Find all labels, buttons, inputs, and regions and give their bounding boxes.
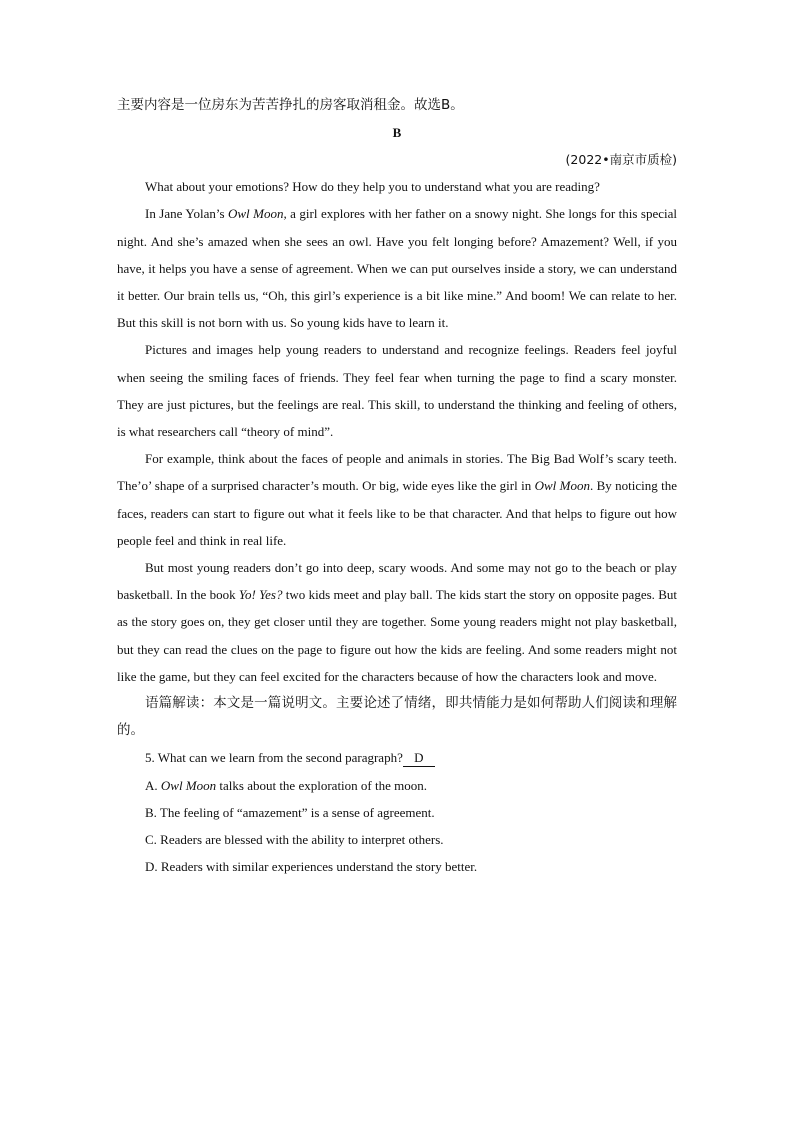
option-b: B. The feeling of “amazement” is a sense of agreement. xyxy=(145,804,435,820)
book-title-yo-yes: Yo! Yes? xyxy=(238,587,283,603)
previous-answer-text: 主要内容是一位房东为苦苦挣扎的房客取消租金。故选B。 xyxy=(117,97,464,113)
option-c: C. Readers are blessed with the ability to interpret others. xyxy=(145,832,444,848)
paragraph-2: In Jane Yolan’s Owl Moon, a girl explores with her father on a snowy night. She longs for this special night. And she’s amazed when she sees an owl. Have you felt longing before? Amazement? Well, if you have, it helps you have a sense of agreement. When we can put ourselves inside a story, we can understand it better. Our brain tells us, “Oh, this girl’s experience is a bit like mine.” And boom! We can relate to her. But this skill is not born with us. So young kids have to learn it. xyxy=(117,206,678,331)
book-title-owl-moon: Owl Moon xyxy=(534,478,590,494)
paragraph-1: What about your emotions? How do they help you to understand what you are reading? xyxy=(145,179,600,195)
source-label: (2022•南京市质检) xyxy=(565,152,677,168)
answer-blank: D xyxy=(403,750,435,767)
option-d: D. Readers with similar experiences understand the story better. xyxy=(145,859,478,875)
option-a: A. Owl Moon talks about the exploration of the moon. xyxy=(145,777,427,793)
question-stem: 5. What can we learn from the second paragraph? D xyxy=(117,744,677,771)
paragraph-5: But most young readers don’t go into deep, scary woods. And some may not go to the beach or play basketball. In the book Yo! Yes? two kids meet and play ball. The kids start the story on opposite pages. But as the story goes on, they get closer until they are together. Some young readers might not play basketball, but they can read the clues on the page to figure out how the kids are feeling. And some readers might not like the game, but they can feel excited for the characters because of how the characters look and move. xyxy=(117,560,677,684)
paragraph-3: Pictures and images help young readers to understand and recognize feelings. Readers feel joyful when seeing the smiling faces of friends. They feel fear when turning the page to find a scary monster. They are just pictures, but the feelings are real. This skill, to understand the thinking and feeling of others, is what researchers call “theory of mind”. xyxy=(117,342,677,440)
analysis-text: 语篇解读：本文是一篇说明文。主要论述了情绪，即共情能力是如何帮助人们阅读和理解的。 xyxy=(117,695,677,739)
document-page xyxy=(117,92,677,880)
paragraph-4: For example, think about the faces of people and animals in stories. The Big Bad Wolf’s scary teeth. The’o’ shape of a surprised character’s mouth. Or big, wide eyes like the girl in Owl Moon. By noticing the faces, readers can start to figure out what it feels like to be that character. And that helps to figure out how people feel and think in real life. xyxy=(117,451,677,548)
book-title-owl-moon: Owl Moon, xyxy=(228,206,287,222)
section-label: B xyxy=(392,125,402,141)
